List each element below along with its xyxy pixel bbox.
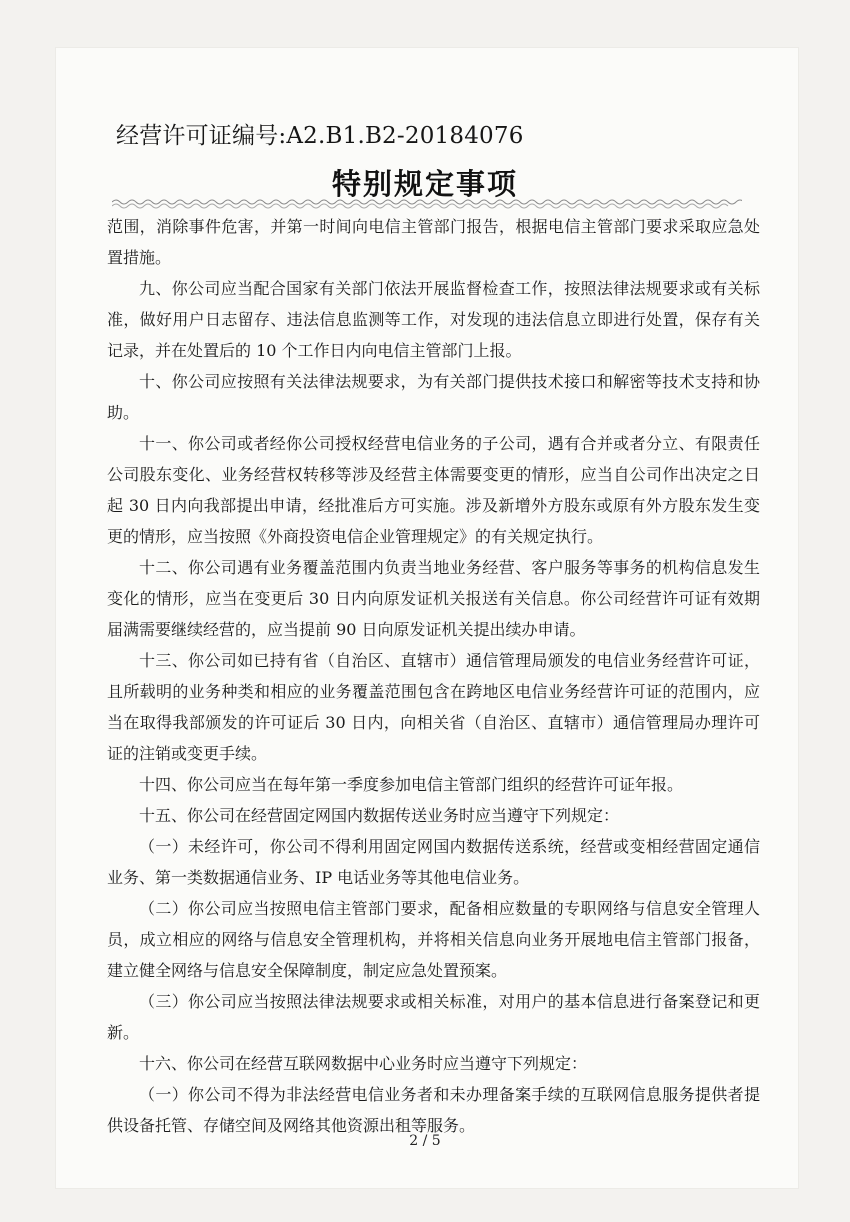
paragraph-item-14: 十四、你公司应当在每年第一季度参加电信主管部门组织的经营许可证年报。 — [139, 775, 684, 794]
paragraph-item-16: 十六、你公司在经营互联网数据中心业务时应当遵守下列规定： — [139, 1054, 588, 1073]
paragraph-item-15-2: （二）你公司应当按照电信主管部门要求，配备相应数量的专职网络与信息安全管理人员，成立相应的网络与信息安全管理机构，并将相关信息向业务开展地电信主管部门报备，建立健全网络与信息安全保障制度，制定应急处置预案。 — [107, 899, 760, 980]
paragraph-item-12: 十二、你公司遇有业务覆盖范围内负责当地业务经营、客户服务等事务的机构信息发生变化的情形，应当在变更后 30 日内向原发证机关报送有关信息。你公司经营许可证有效期届满需要继续经营的，应当提前 90 日向原发证机关提出续办申请。 — [107, 558, 760, 639]
license-number: 经营许可证编号:A2.B1.B2-20184076 — [116, 123, 524, 149]
paragraph-item-11: 十一、你公司或者经你公司授权经营电信业务的子公司，遇有合并或者分立、有限责任公司股东变化、业务经营权转移等涉及经营主体需要变更的情形，应当自公司作出决定之日起 30 日内向我部提出申请，经批准后方可实施。涉及新增外方股东或原有外方股东发生变更的情形，应当按照《外商投资电信企业管理规定》的有关规定执行。 — [107, 434, 760, 546]
paragraph-item-15-1: （一）未经许可，你公司不得利用固定网国内数据传送系统，经营或变相经营固定通信业务、第一类数据通信业务、IP 电话业务等其他电信业务。 — [107, 837, 760, 887]
paragraph-item-15-3: （三）你公司应当按照法律法规要求或相关标准，对用户的基本信息进行备案登记和更新。 — [107, 992, 760, 1042]
wavy-line-bottom — [112, 204, 728, 208]
document-body — [107, 211, 760, 1141]
page-title: 特别规定事项 — [331, 167, 518, 201]
paragraph-continued: 范围，消除事件危害，并第一时间向电信主管部门报告，根据电信主管部门要求采取应急处置措施。 — [107, 217, 760, 267]
paragraph-item-15: 十五、你公司在经营固定网国内数据传送业务时应当遵守下列规定： — [139, 806, 620, 825]
paragraph-item-13: 十三、你公司如已持有省（自治区、直辖市）通信管理局颁发的电信业务经营许可证，且所载明的业务种类和相应的业务覆盖范围包含在跨地区电信业务经营许可证的范围内，应当在取得我部颁发的许可证后 30 日内，向相关省（自治区、直辖市）通信管理局办理许可证的注销或变更手续。 — [107, 651, 760, 763]
title-wavy-underline — [112, 198, 742, 210]
paragraph-item-16-1: （一）你公司不得为非法经营电信业务者和未办理备案手续的互联网信息服务提供者提供设备托管、存储空间及网络其他资源出租等服务。 — [107, 1085, 760, 1135]
paragraph-item-10: 十、你公司应按照有关法律法规要求，为有关部门提供技术接口和解密等技术支持和协助。 — [107, 372, 760, 422]
paragraph-item-9: 九、你公司应当配合国家有关部门依法开展监督检查工作，按照法律法规要求或有关标准，做好用户日志留存、违法信息监测等工作，对发现的违法信息立即进行处置，保存有关记录，并在处置后的 10 个工作日内向电信主管部门上报。 — [107, 279, 760, 360]
wavy-line-top — [112, 200, 742, 204]
page-number: 2 / 5 — [409, 1133, 441, 1149]
